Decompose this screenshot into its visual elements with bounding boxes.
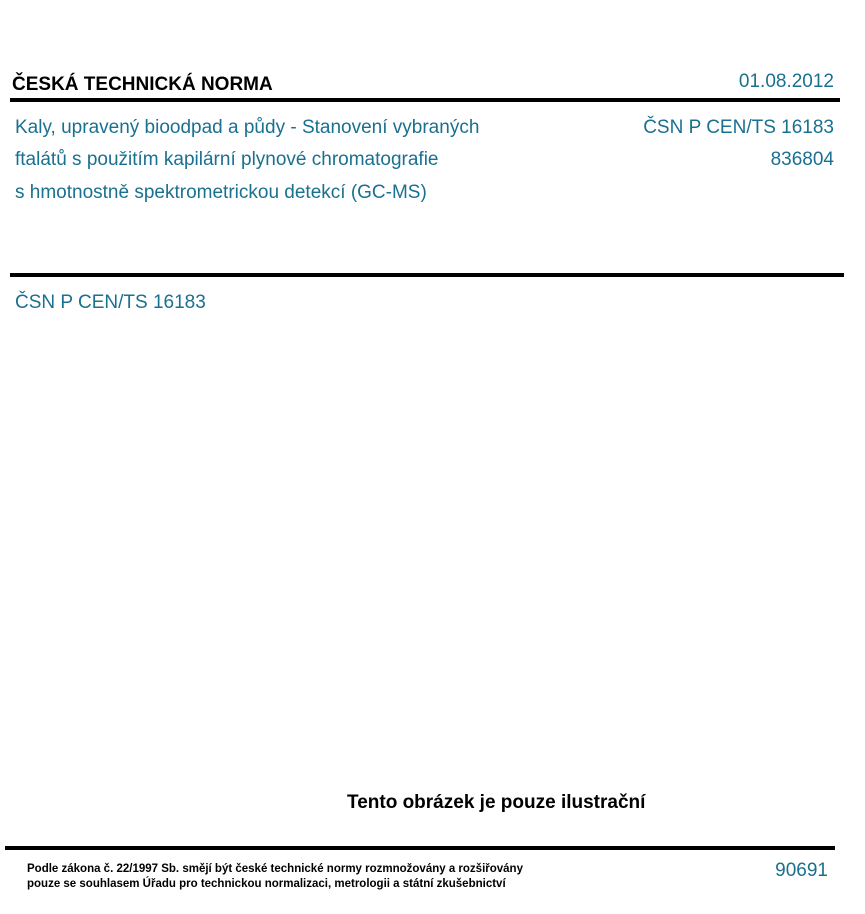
title-line-3: s hmotnostně spektrometrickou detekcí (GC-MS) [15,182,427,203]
footer-divider [5,846,835,850]
document-id: 90691 [775,860,828,881]
standard-number: ČSN P CEN/TS 16183 [643,117,834,138]
header-divider [10,98,840,102]
title-line-1: Kaly, upravený bioodpad a půdy - Stanovení vybraných [15,117,480,138]
standard-label: ČSN P CEN/TS 16183 [15,292,206,313]
classification-code: 836804 [770,149,834,170]
legal-notice-line-2: pouze se souhlasem Úřadu pro technickou normalizaci, metrologii a státní zkušebnictví [27,878,506,890]
legal-notice-line-1: Podle zákona č. 22/1997 Sb. smějí být české technické normy rozmnožovány a rozšiřovány [27,863,523,875]
section-divider [10,273,844,277]
publication-date: 01.08.2012 [738,71,834,92]
document-type-heading: ČESKÁ TECHNICKÁ NORMA [12,74,273,95]
illustration-notice: Tento obrázek je pouze ilustrační [347,792,646,813]
title-line-2: ftalátů s použitím kapilární plynové chromatografie [15,149,439,170]
